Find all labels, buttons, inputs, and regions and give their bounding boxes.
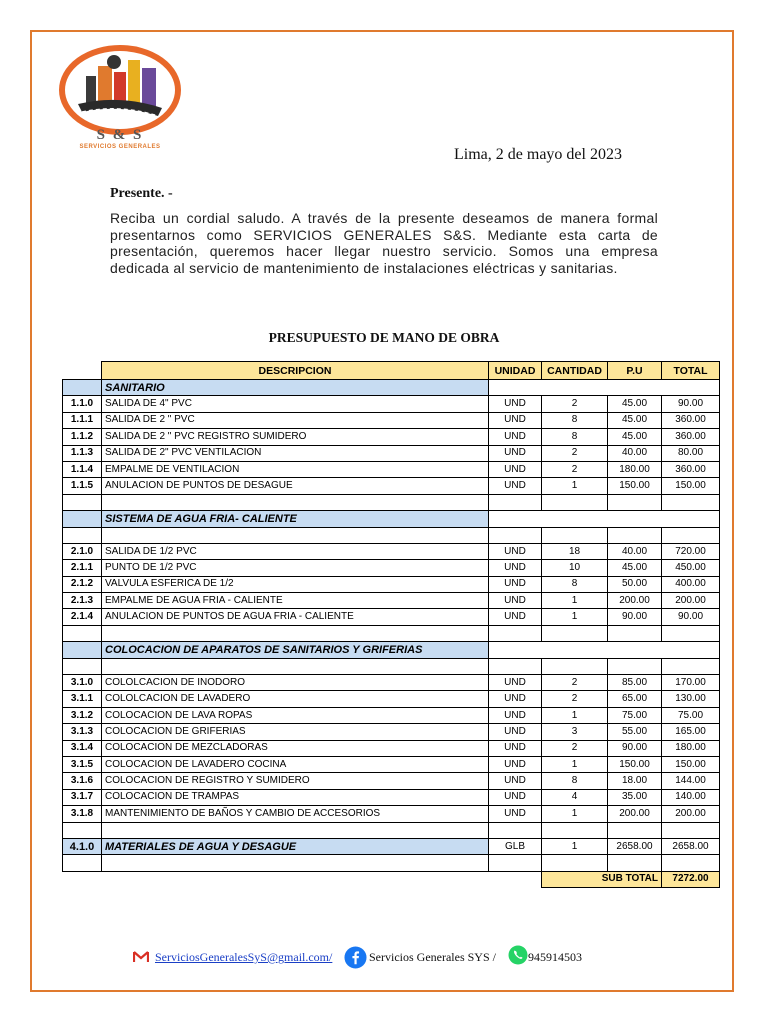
- item-quantity: 8: [542, 412, 608, 428]
- empty-cell: [63, 658, 102, 674]
- email-link[interactable]: ServiciosGeneralesSyS@gmail.com/: [155, 950, 333, 964]
- empty-cell: [63, 822, 102, 838]
- section-header-row: [63, 511, 720, 527]
- item-total: 400.00: [662, 576, 720, 592]
- logo-subtitle: SERVICIOS GENERALES: [79, 144, 161, 150]
- empty-cell: [102, 855, 489, 871]
- item-code: 3.1.5: [63, 756, 102, 772]
- empty-cell: [542, 855, 608, 871]
- empty-cell: [662, 658, 720, 674]
- spacer-row: [63, 494, 720, 510]
- subtotal-spacer: [63, 871, 542, 887]
- item-code: 1.1.1: [63, 412, 102, 428]
- header-total: TOTAL: [662, 362, 720, 380]
- header-unidad: UNIDAD: [489, 362, 542, 380]
- spacer-row: [63, 855, 720, 871]
- item-quantity: 8: [542, 773, 608, 789]
- section-blank-cell: [489, 380, 720, 396]
- empty-cell: [608, 494, 662, 510]
- item-unit: UND: [489, 445, 542, 461]
- table-row: [63, 609, 720, 625]
- item-unit: UND: [489, 429, 542, 445]
- item-total: 360.00: [662, 461, 720, 477]
- item-description: VALVULA ESFERICA DE 1/2: [102, 576, 489, 592]
- materials-unit: GLB: [489, 838, 542, 854]
- phone-number[interactable]: 945914503: [528, 950, 582, 964]
- item-code: 3.1.6: [63, 773, 102, 789]
- empty-cell: [102, 494, 489, 510]
- empty-cell: [608, 527, 662, 543]
- contact-footer: [0, 947, 768, 969]
- materials-quantity: 1: [542, 838, 608, 854]
- section-code-cell: [63, 642, 102, 658]
- item-unit-price: 200.00: [608, 593, 662, 609]
- table-row: [63, 789, 720, 805]
- item-description: SALIDA DE 2 " PVC: [102, 412, 489, 428]
- item-unit-price: 55.00: [608, 724, 662, 740]
- item-code: 3.1.1: [63, 691, 102, 707]
- item-description: COLOCACION DE MEZCLADORAS: [102, 740, 489, 756]
- item-quantity: 1: [542, 478, 608, 494]
- item-description: COLOCACION DE LAVA ROPAS: [102, 707, 489, 723]
- item-total: 150.00: [662, 756, 720, 772]
- item-total: 90.00: [662, 396, 720, 412]
- subtotal-label: SUB TOTAL: [542, 871, 662, 887]
- header-pu: P.U: [608, 362, 662, 380]
- item-description: SALIDA DE 2 " PVC REGISTRO SUMIDERO: [102, 429, 489, 445]
- materials-description: MATERIALES DE AGUA Y DESAGUE: [102, 838, 489, 854]
- table-row: [63, 429, 720, 445]
- table-row: [63, 478, 720, 494]
- spacer-row: [63, 822, 720, 838]
- materials-code: 4.1.0: [63, 838, 102, 854]
- subtotal-value: 7272.00: [662, 871, 720, 887]
- table-row: [63, 806, 720, 822]
- item-unit-price: 45.00: [608, 412, 662, 428]
- table-row: [63, 543, 720, 559]
- table-row: [63, 576, 720, 592]
- item-total: 165.00: [662, 724, 720, 740]
- item-unit-price: 180.00: [608, 461, 662, 477]
- empty-cell: [662, 527, 720, 543]
- item-total: 90.00: [662, 609, 720, 625]
- item-unit-price: 40.00: [608, 445, 662, 461]
- item-description: COLOCACION DE LAVADERO COCINA: [102, 756, 489, 772]
- item-description: SALIDA DE 4" PVC: [102, 396, 489, 412]
- item-code: 1.1.3: [63, 445, 102, 461]
- item-description: COLOCACION DE TRAMPAS: [102, 789, 489, 805]
- item-code: 3.1.2: [63, 707, 102, 723]
- table-row: [63, 740, 720, 756]
- empty-cell: [542, 658, 608, 674]
- item-description: EMPALME DE VENTILACION: [102, 461, 489, 477]
- section-code-cell: [63, 511, 102, 527]
- item-description: PUNTO DE 1/2 PVC: [102, 560, 489, 576]
- materials-unit-price: 2658.00: [608, 838, 662, 854]
- item-unit: UND: [489, 740, 542, 756]
- item-code: 2.1.0: [63, 543, 102, 559]
- item-code: 3.1.8: [63, 806, 102, 822]
- item-unit: UND: [489, 478, 542, 494]
- item-unit-price: 90.00: [608, 609, 662, 625]
- budget-title: PRESUPUESTO DE MANO DE OBRA: [268, 330, 500, 345]
- spacer-row: [63, 625, 720, 641]
- materials-row: [63, 838, 720, 854]
- empty-cell: [662, 855, 720, 871]
- empty-cell: [489, 822, 542, 838]
- item-unit: UND: [489, 707, 542, 723]
- spacer-row: [63, 658, 720, 674]
- whatsapp-icon: [508, 945, 528, 965]
- table-row: [63, 396, 720, 412]
- empty-cell: [542, 494, 608, 510]
- materials-total: 2658.00: [662, 838, 720, 854]
- item-total: 720.00: [662, 543, 720, 559]
- empty-cell: [63, 494, 102, 510]
- item-unit-price: 45.00: [608, 429, 662, 445]
- item-total: 200.00: [662, 593, 720, 609]
- header-descripcion: DESCRIPCION: [102, 362, 489, 380]
- item-unit: UND: [489, 396, 542, 412]
- empty-cell: [662, 494, 720, 510]
- item-code: 2.1.2: [63, 576, 102, 592]
- section-blank-cell: [489, 511, 720, 527]
- empty-cell: [489, 658, 542, 674]
- item-unit: UND: [489, 789, 542, 805]
- empty-cell: [63, 527, 102, 543]
- item-code: 1.1.5: [63, 478, 102, 494]
- item-quantity: 8: [542, 429, 608, 445]
- item-code: 2.1.1: [63, 560, 102, 576]
- table-row: [63, 560, 720, 576]
- table-header-row: [63, 362, 720, 380]
- greeting: Presente. -: [110, 186, 173, 201]
- item-code: 1.1.0: [63, 396, 102, 412]
- item-code: 2.1.3: [63, 593, 102, 609]
- item-unit: UND: [489, 412, 542, 428]
- item-total: 180.00: [662, 740, 720, 756]
- item-unit-price: 200.00: [608, 806, 662, 822]
- item-description: ANULACION DE PUNTOS DE DESAGUE: [102, 478, 489, 494]
- empty-cell: [662, 822, 720, 838]
- item-code: 3.1.4: [63, 740, 102, 756]
- item-quantity: 1: [542, 593, 608, 609]
- item-total: 140.00: [662, 789, 720, 805]
- empty-cell: [63, 625, 102, 641]
- item-quantity: 2: [542, 461, 608, 477]
- empty-cell: [662, 625, 720, 641]
- item-quantity: 8: [542, 576, 608, 592]
- table-row: [63, 707, 720, 723]
- table-row: [63, 412, 720, 428]
- empty-cell: [102, 822, 489, 838]
- empty-cell: [608, 855, 662, 871]
- item-quantity: 1: [542, 707, 608, 723]
- item-unit: UND: [489, 543, 542, 559]
- item-total: 360.00: [662, 412, 720, 428]
- item-description: SALIDA DE 1/2 PVC: [102, 543, 489, 559]
- gmail-icon: [133, 951, 149, 963]
- item-unit: UND: [489, 576, 542, 592]
- item-unit-price: 50.00: [608, 576, 662, 592]
- item-total: 450.00: [662, 560, 720, 576]
- item-unit-price: 18.00: [608, 773, 662, 789]
- section-title: SISTEMA DE AGUA FRIA- CALIENTE: [102, 511, 489, 527]
- subtotal-row: [63, 871, 720, 887]
- item-total: 144.00: [662, 773, 720, 789]
- item-unit: UND: [489, 806, 542, 822]
- item-unit: UND: [489, 560, 542, 576]
- item-unit: UND: [489, 756, 542, 772]
- header-spacer: [63, 362, 102, 380]
- item-total: 80.00: [662, 445, 720, 461]
- section-header-row: [63, 642, 720, 658]
- item-unit-price: 90.00: [608, 740, 662, 756]
- item-unit: UND: [489, 675, 542, 691]
- item-unit-price: 85.00: [608, 675, 662, 691]
- empty-cell: [102, 658, 489, 674]
- table-row: [63, 445, 720, 461]
- table-row: [63, 593, 720, 609]
- item-unit-price: 45.00: [608, 560, 662, 576]
- empty-cell: [608, 625, 662, 641]
- item-code: 3.1.0: [63, 675, 102, 691]
- empty-cell: [542, 527, 608, 543]
- empty-cell: [102, 625, 489, 641]
- item-unit-price: 35.00: [608, 789, 662, 805]
- empty-cell: [542, 625, 608, 641]
- item-code: 3.1.7: [63, 789, 102, 805]
- item-quantity: 2: [542, 396, 608, 412]
- letter-date: Lima, 2 de mayo del 2023: [454, 146, 622, 163]
- item-unit: UND: [489, 461, 542, 477]
- item-description: COLOCACION DE REGISTRO Y SUMIDERO: [102, 773, 489, 789]
- item-quantity: 1: [542, 609, 608, 625]
- empty-cell: [63, 855, 102, 871]
- item-unit-price: 45.00: [608, 396, 662, 412]
- empty-cell: [608, 658, 662, 674]
- item-unit-price: 40.00: [608, 543, 662, 559]
- header-cantidad: CANTIDAD: [542, 362, 608, 380]
- item-unit-price: 65.00: [608, 691, 662, 707]
- section-title: SANITARIO: [102, 380, 489, 396]
- facebook-name[interactable]: Servicios Generales SYS /: [369, 950, 496, 964]
- empty-cell: [489, 855, 542, 871]
- item-description: COLOCACION DE GRIFERIAS: [102, 724, 489, 740]
- item-code: 1.1.4: [63, 461, 102, 477]
- table-row: [63, 756, 720, 772]
- table-row: [63, 773, 720, 789]
- section-blank-cell: [489, 642, 720, 658]
- spacer-row: [63, 527, 720, 543]
- item-unit-price: 75.00: [608, 707, 662, 723]
- item-description: COLOLCACION DE LAVADERO: [102, 691, 489, 707]
- item-description: ANULACION DE PUNTOS DE AGUA FRIA - CALIENTE: [102, 609, 489, 625]
- item-quantity: 2: [542, 691, 608, 707]
- item-quantity: 1: [542, 806, 608, 822]
- empty-cell: [608, 822, 662, 838]
- item-quantity: 1: [542, 756, 608, 772]
- item-code: 3.1.3: [63, 724, 102, 740]
- section-code-cell: [63, 380, 102, 396]
- item-description: MANTENIMIENTO DE BAÑOS Y CAMBIO DE ACCESORIOS: [102, 806, 489, 822]
- empty-cell: [489, 494, 542, 510]
- item-total: 170.00: [662, 675, 720, 691]
- item-quantity: 4: [542, 789, 608, 805]
- item-total: 130.00: [662, 691, 720, 707]
- item-unit: UND: [489, 724, 542, 740]
- empty-cell: [542, 822, 608, 838]
- item-code: 2.1.4: [63, 609, 102, 625]
- item-unit: UND: [489, 691, 542, 707]
- item-unit: UND: [489, 609, 542, 625]
- facebook-icon: [344, 946, 367, 969]
- item-unit-price: 150.00: [608, 756, 662, 772]
- item-description: COLOLCACION DE INODORO: [102, 675, 489, 691]
- item-description: EMPALME DE AGUA FRIA - CALIENTE: [102, 593, 489, 609]
- empty-cell: [489, 527, 542, 543]
- item-total: 200.00: [662, 806, 720, 822]
- table-row: [63, 724, 720, 740]
- item-quantity: 2: [542, 675, 608, 691]
- item-quantity: 2: [542, 445, 608, 461]
- section-title: COLOCACION DE APARATOS DE SANITARIOS Y GRIFERIAS: [102, 642, 489, 658]
- item-unit: UND: [489, 593, 542, 609]
- item-total: 360.00: [662, 429, 720, 445]
- item-unit: UND: [489, 773, 542, 789]
- table-row: [63, 461, 720, 477]
- empty-cell: [489, 625, 542, 641]
- item-unit-price: 150.00: [608, 478, 662, 494]
- table-row: [63, 675, 720, 691]
- section-header-row: [63, 380, 720, 396]
- item-quantity: 18: [542, 543, 608, 559]
- table-row: [63, 691, 720, 707]
- item-total: 75.00: [662, 707, 720, 723]
- item-total: 150.00: [662, 478, 720, 494]
- item-quantity: 10: [542, 560, 608, 576]
- item-code: 1.1.2: [63, 429, 102, 445]
- empty-cell: [102, 527, 489, 543]
- intro-paragraph: Reciba un cordial saludo. A través de la presente deseamos de manera formal presentarnos como SERVICIOS GENERALES S&S. Mediante esta carta de presentación, queremos hacer llegar nuestro servicio. Somos una empresa dedicada al servicio de mantenimiento de instalaciones eléctricas y sanitarias.: [110, 210, 658, 276]
- item-quantity: 2: [542, 740, 608, 756]
- logo-brand: S & S: [96, 127, 144, 143]
- item-description: SALIDA DE 2" PVC VENTILACION: [102, 445, 489, 461]
- item-quantity: 3: [542, 724, 608, 740]
- budget-table: [62, 361, 720, 888]
